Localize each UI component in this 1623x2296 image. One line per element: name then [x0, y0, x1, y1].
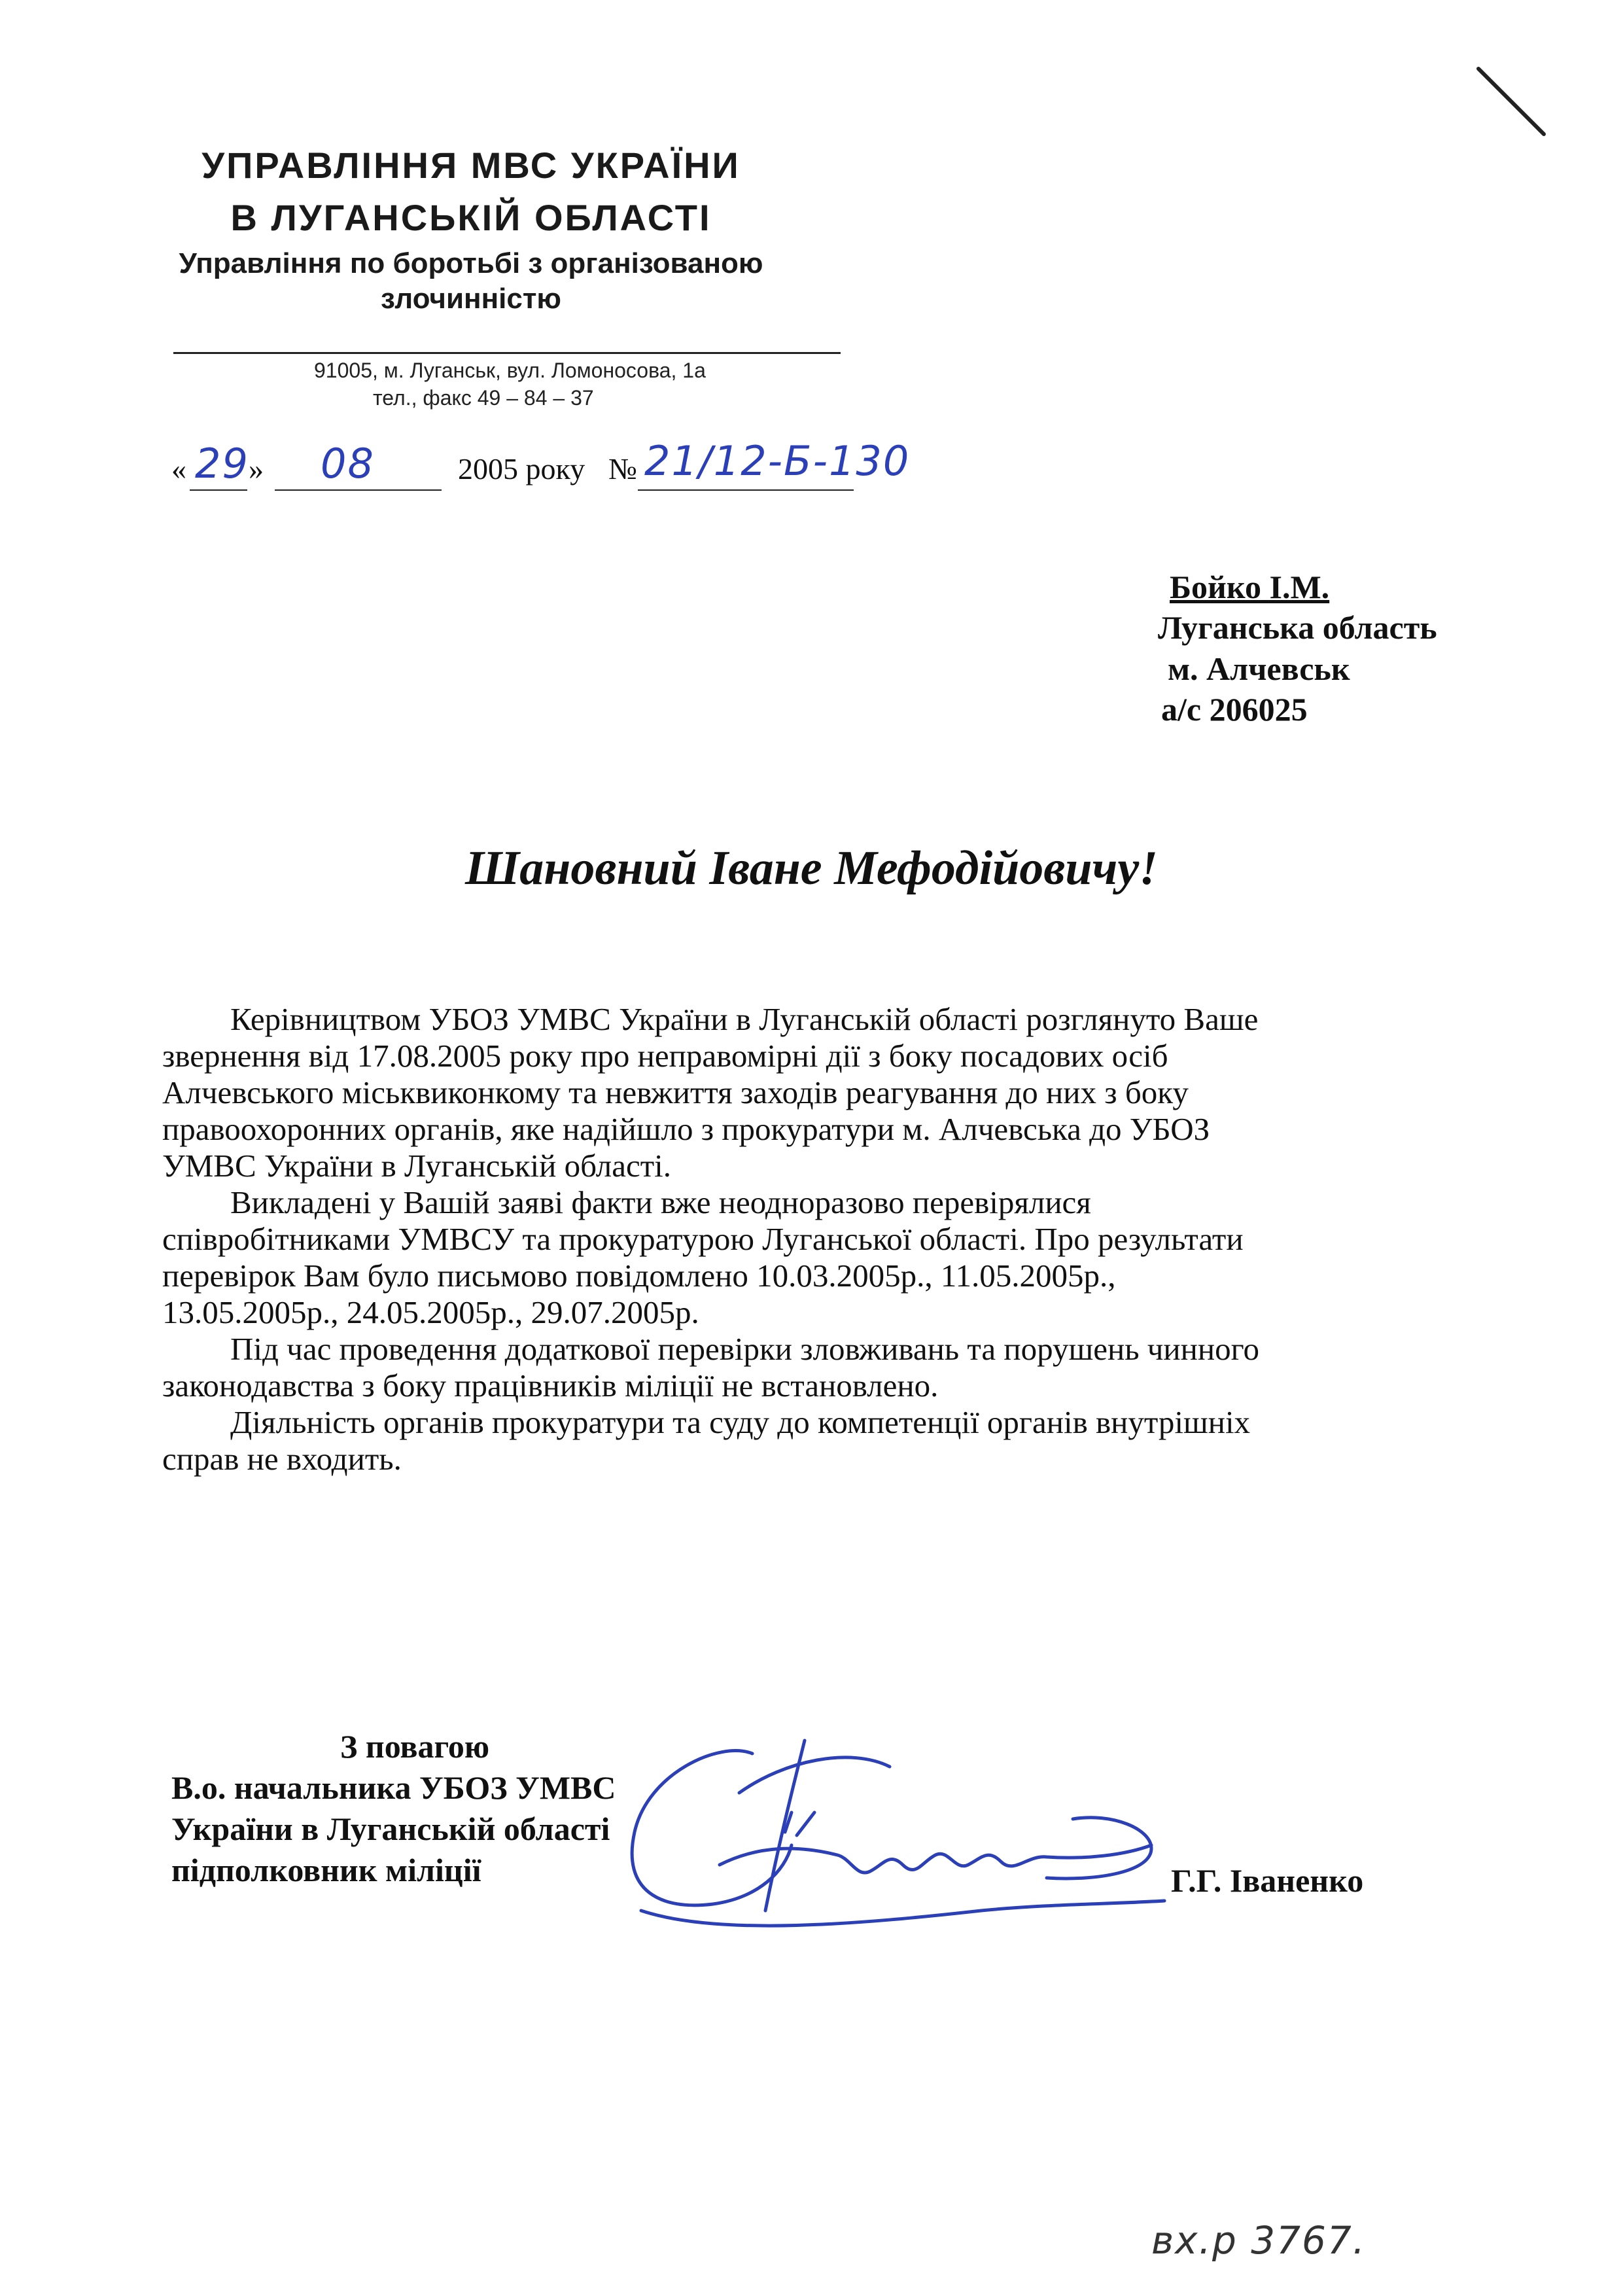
p4-line: справ не входить.	[162, 1441, 402, 1477]
p2-line: 13.05.2005р., 24.05.2005р., 29.07.2005р.	[162, 1294, 699, 1330]
letterhead-address: 91005, м. Луганськ, вул. Ломоносова, 1а	[314, 359, 706, 382]
p4-line: Діяльність органів прокуратури та суду до компетенції органів внутрішніх	[230, 1404, 1251, 1440]
p2-line: Викладені у Вашій заяві факти вже неодноразово перевірялися	[230, 1184, 1091, 1220]
p2-line: співробітниками УМВСУ та прокуратурою Луганської області. Про результати	[162, 1221, 1244, 1257]
registry-note: вх.р 3767.	[1151, 2218, 1367, 2263]
p3-line: законодавства з боку працівників міліції не встановлено.	[162, 1368, 939, 1404]
date-close-quote: »	[249, 452, 264, 486]
p3-line: Під час проведення додаткової перевірки зловживань та порушень чинного	[230, 1331, 1259, 1367]
paragraph-1	[162, 1001, 1478, 1184]
number-blank	[638, 489, 854, 491]
handwritten-month: 08	[321, 440, 375, 487]
scan-mark-stroke	[1472, 62, 1550, 141]
p1-line: Керівництвом УБОЗ УМВС України в Луганській області розглянуто Ваше	[230, 1001, 1259, 1037]
month-blank	[275, 489, 442, 491]
signer-title-line1: В.о. начальника УБОЗ УМВС	[171, 1769, 616, 1806]
number-sign: №	[608, 452, 637, 486]
addressee-city: м. Алчевськ	[1168, 650, 1350, 687]
letterhead-phone: тел., факс 49 – 84 – 37	[373, 386, 594, 410]
handwritten-number: 21/12-Б-130	[644, 437, 911, 485]
addressee-region: Луганська область	[1158, 609, 1437, 646]
salutation: Шановний Іване Мефодійовичу!	[464, 841, 1159, 895]
letterhead-divider	[173, 352, 841, 354]
p1-line: Алчевського міськвиконкому та невжиття заходів реагування до них з боку	[162, 1074, 1189, 1110]
handwritten-signature	[589, 1714, 1178, 1989]
day-blank	[190, 489, 247, 491]
signer-title-line2: України в Луганській області	[171, 1810, 610, 1847]
letterhead-dept-line1: Управління по боротьбі з організованою	[179, 247, 763, 279]
p1-line: правоохоронних органів, яке надійшло з прокуратури м. Алчевська до УБОЗ	[162, 1111, 1210, 1147]
letterhead-dept-line2: злочинністю	[380, 283, 561, 315]
handwritten-day: 29	[195, 440, 249, 487]
p1-line: звернення від 17.08.2005 року про неправомірні дії з боку посадових осіб	[162, 1038, 1168, 1074]
signer-rank: підполковник міліції	[171, 1852, 481, 1888]
letter-body	[162, 1001, 1478, 1477]
p2-line: перевірок Вам було письмово повідомлено 10.03.2005р., 11.05.2005р.,	[162, 1258, 1116, 1294]
closing-regards: З повагою	[340, 1728, 490, 1765]
addressee-box: а/с 206025	[1161, 691, 1308, 728]
date-year-text: 2005 року	[458, 452, 585, 486]
addressee-name: Бойко І.М.	[1170, 569, 1330, 605]
signer-name: Г.Г. Іваненко	[1171, 1862, 1364, 1899]
paragraph-2	[162, 1184, 1478, 1331]
date-open-quote: «	[171, 452, 186, 486]
paragraph-3	[162, 1331, 1478, 1404]
letterhead-org-line1: УПРАВЛІННЯ МВС УКРАЇНИ	[201, 145, 741, 186]
paragraph-4	[162, 1404, 1478, 1477]
p1-line: УМВС України в Луганській області.	[162, 1148, 672, 1184]
letterhead-org-line2: В ЛУГАНСЬКІЙ ОБЛАСТІ	[230, 197, 712, 238]
